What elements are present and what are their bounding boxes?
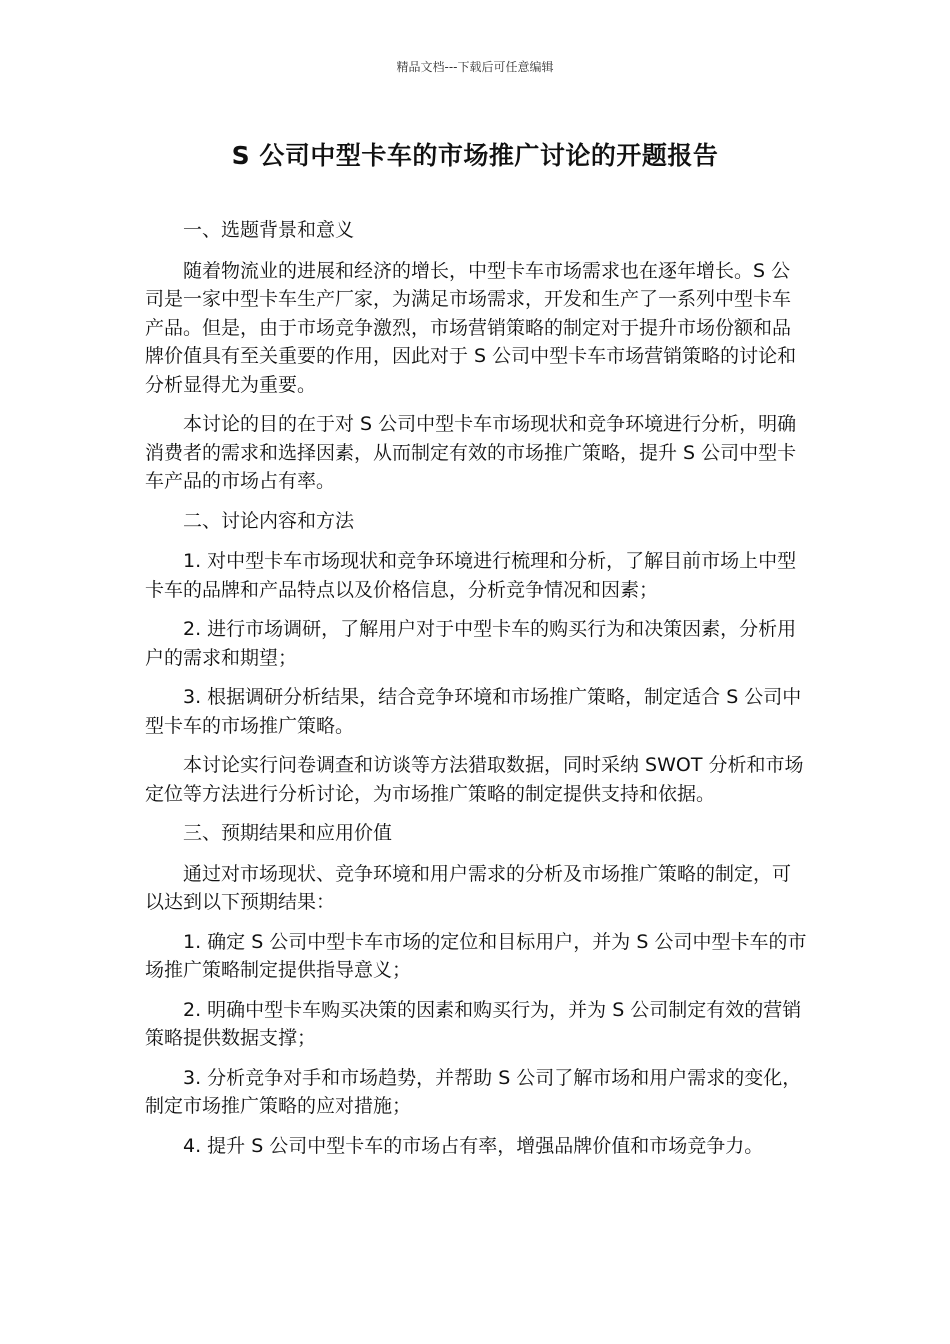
section-heading-content-method: 二、讨论内容和方法 xyxy=(183,509,355,532)
paragraph-method: 本讨论实行问卷调查和访谈等方法猎取数据，同时采纳 SWOT 分析和市场定位等方法进行分析讨论，为市场推广策略的制定提供支持和依据。 xyxy=(145,754,804,805)
list-item-content-2: 2. 进行市场调研，了解用户对于中型卡车的购买行为和决策因素，分析用户的需求和期望； xyxy=(145,618,797,669)
section-heading-background: 一、选题背景和意义 xyxy=(183,219,355,241)
list-item-content-1: 1. 对中型卡车市场现状和竞争环境进行梳理和分析，了解目前市场上中型卡车的品牌和产品特点以及价格信息，分析竞争情况和因素； xyxy=(145,550,797,601)
list-item-content-3: 3. 根据调研分析结果，结合竞争环境和市场推广策略，制定适合 S 公司中型卡车的市场推广策略。 xyxy=(145,686,802,737)
paragraph-background: 随着物流业的进展和经济的增长，中型卡车市场需求也在逐年增长。S 公司是一家中型卡车生产厂家，为满足市场需求，开发和生产了一系列中型卡车产品。但是，由于市场竞争激烈，市场营销策略的制定对于提升市场份额和品牌价值具有至关重要的作用，因此对于 S 公司中型卡车市场营销策略的讨论和分析显得尤为重要。 xyxy=(145,259,797,396)
list-item-result-2: 2. 明确中型卡车购买决策的因素和购买行为，并为 S 公司制定有效的营销策略提供数据支撑； xyxy=(145,998,802,1049)
document-body xyxy=(145,216,809,1171)
list-item-result-4: 4. 提升 S 公司中型卡车的市场占有率，增强品牌价值和市场竞争力。 xyxy=(183,1134,764,1157)
document-title: S 公司中型卡车的市场推广讨论的开题报告 xyxy=(231,141,719,170)
paragraph-purpose: 本讨论的目的在于对 S 公司中型卡车市场现状和竞争环境进行分析，明确消费者的需求和选择因素，从而制定有效的市场推广策略，提升 S 公司中型卡车产品的市场占有率。 xyxy=(145,413,797,492)
list-item-result-1: 1. 确定 S 公司中型卡车市场的定位和目标用户，并为 S 公司中型卡车的市场推广策略制定提供指导意义； xyxy=(145,930,807,981)
paragraph-results-intro: 通过对市场现状、竞争环境和用户需求的分析及市场推广策略的制定，可以达到以下预期结果： xyxy=(145,862,792,913)
header-note: 精品文档---下载后可任意编辑 xyxy=(396,60,554,74)
section-heading-expected-results: 三、预期结果和应用价值 xyxy=(183,822,393,844)
list-item-result-3: 3. 分析竞争对手和市场趋势，并帮助 S 公司了解市场和用户需求的变化，制定市场推广策略的应对措施； xyxy=(145,1066,802,1117)
